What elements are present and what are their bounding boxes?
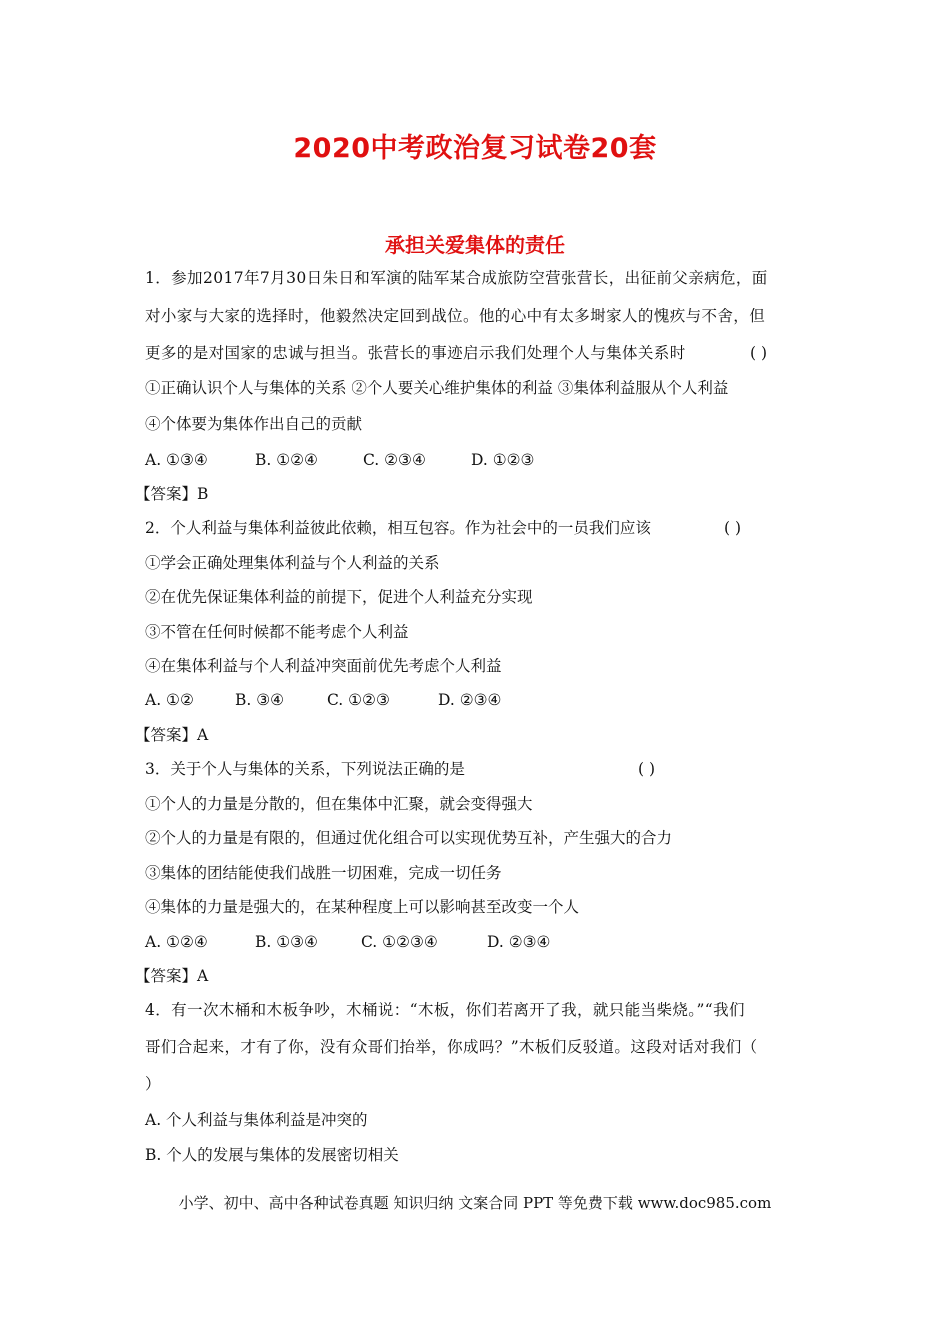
q3-option-c: C. ①②③④: [361, 933, 438, 951]
q4-line-3: ）: [145, 1075, 161, 1093]
q1-options: [145, 450, 534, 470]
q3-statement-2: ②个人的力量是有限的，但通过优化组合可以实现优势互补，产生强大的合力: [145, 829, 673, 847]
q4-option-a: A. 个人利益与集体利益是冲突的: [145, 1111, 368, 1129]
q2-option-a: A. ①②: [145, 691, 194, 709]
q3-answer: 【答案】A: [135, 967, 209, 985]
q1-option-b: B. ①②④: [255, 451, 318, 469]
q1-line-2: 对小家与大家的选择时，他毅然决定回到战位。他的心中有太多埘家人的愧疚与不舍，但: [145, 307, 766, 325]
q3-statement-4: ④集体的力量是强大的，在某种程度上可以影响甚至改变一个人: [145, 898, 580, 916]
q3-options: [145, 932, 550, 952]
document-title: 2020中考政治复习试卷20套: [293, 133, 657, 164]
q2-statement-3: ③不管在任何时候都不能考虑个人利益: [145, 623, 409, 641]
q3-statement-1: ①个人的力量是分散的，但在集体中汇聚，就会变得强大: [145, 795, 533, 813]
q1-option-a: A. ①③④: [145, 451, 208, 469]
q2-option-d: D. ②③④: [438, 691, 502, 709]
page-footer: 小学、初中、高中各种试卷真题 知识归纳 文案合同 PPT 等免费下载 www.doc985.com: [178, 1194, 772, 1212]
q2-statement-1: ①学会正确处理集体利益与个人利益的关系: [145, 554, 440, 572]
q3-stem: 3．关于个人与集体的关系，下列说法正确的是: [145, 760, 465, 778]
q2-option-b: B. ③④: [235, 691, 285, 709]
q3-answer-paren: ( ): [638, 760, 656, 778]
q4-option-b: B. 个人的发展与集体的发展密切相关: [145, 1146, 399, 1164]
q3-statement-3: ③集体的团结能使我们战胜一切困难，完成一切任务: [145, 864, 502, 882]
q2-answer: 【答案】A: [135, 726, 209, 744]
q2-stem: 2．个人利益与集体利益彼此依赖，相互包容。作为社会中的一员我们应该: [145, 519, 651, 537]
q4-line-2: 哥们合起来，才有了你，没有众哥们抬举，你成吗？”木板们反驳道。这段对话对我们（: [145, 1038, 758, 1056]
q2-option-c: C. ①②③: [327, 691, 390, 709]
q3-option-a: A. ①②④: [145, 933, 208, 951]
q2-answer-paren: ( ): [724, 519, 742, 537]
q4-line-1: 4．有一次木桶和木板争吵，木桶说：“木板，你们若离开了我，就只能当柴烧。”“我们: [145, 1001, 745, 1019]
q2-statement-4: ④在集体利益与个人利益冲突面前优先考虑个人利益: [145, 657, 502, 675]
q1-option-c: C. ②③④: [363, 451, 426, 469]
q1-line-1: 1．参加2017年7月30日朱日和军演的陆军某合成旅防空营张营长，出征前父亲病危，面: [145, 269, 768, 287]
q2-statement-2: ②在优先保证集体利益的前提下，促进个人利益充分实现: [145, 588, 533, 606]
q1-statements-2: ④个体要为集体作出自己的贡献: [145, 415, 363, 433]
q3-option-d: D. ②③④: [487, 933, 551, 951]
q1-answer: 【答案】B: [135, 485, 209, 503]
q1-option-d: D. ①②③: [471, 451, 535, 469]
q3-option-b: B. ①③④: [255, 933, 318, 951]
q1-answer-paren: ( ): [750, 344, 768, 362]
section-title: 承担关爱集体的责任: [385, 233, 565, 257]
q1-line-3: 更多的是对国家的忠诚与担当。张营长的事迹启示我们处理个人与集体关系时: [145, 344, 686, 362]
q2-options: [145, 690, 501, 710]
q1-statements-1: ①正确认识个人与集体的关系 ②个人要关心维护集体的利益 ③集体利益服从个人利益: [145, 379, 729, 397]
